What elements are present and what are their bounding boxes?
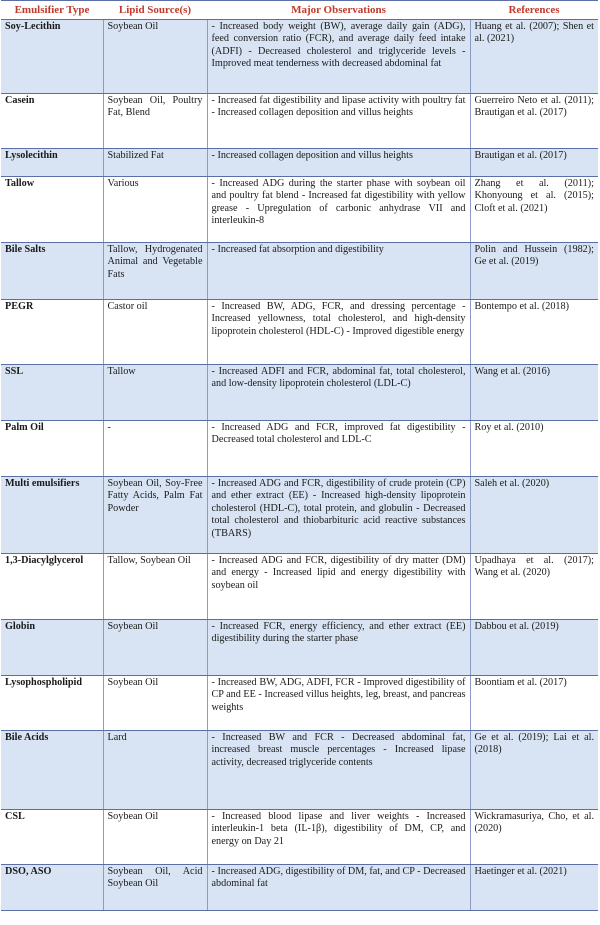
cell-references: Wickramasuriya, Cho, et al. (2020)	[470, 810, 598, 865]
cell-emulsifier-type: Casein	[1, 94, 103, 149]
cell-major-observations: - Increased FCR, energy efficiency, and ether extract (EE) digestibility during the starter phase	[207, 620, 470, 676]
cell-lipid-source: Various	[103, 177, 207, 243]
table-row	[1, 421, 598, 477]
header-emulsifier-type: Emulsifier Type	[1, 1, 103, 20]
cell-lipid-source: Castor oil	[103, 300, 207, 365]
cell-emulsifier-type: SSL	[1, 365, 103, 421]
cell-major-observations: - Increased BW, ADG, FCR, and dressing percentage - Increased yellowness, total cholesterol, and high-density lipoprotein cholesterol (HDL-C) - Improved digestible energy	[207, 300, 470, 365]
cell-major-observations: - Increased fat digestibility and lipase activity with poultry fat - Increased collagen deposition and villus heights	[207, 94, 470, 149]
cell-emulsifier-type: CSL	[1, 810, 103, 865]
cell-references: Upadhaya et al. (2017); Wang et al. (2020)	[470, 554, 598, 620]
table-row	[1, 149, 598, 177]
cell-major-observations: - Increased ADG and FCR, improved fat digestibility - Decreased total cholesterol and LDL-C	[207, 421, 470, 477]
cell-lipid-source: Tallow, Hydrogenated Animal and Vegetable Fats	[103, 243, 207, 300]
cell-lipid-source: -	[103, 421, 207, 477]
table-row	[1, 94, 598, 149]
cell-references: Haetinger et al. (2021)	[470, 865, 598, 911]
table-row	[1, 243, 598, 300]
cell-references: Wang et al. (2016)	[470, 365, 598, 421]
cell-major-observations: - Increased ADG and FCR, digestibility of dry matter (DM) and energy - Increased lipid and energy digestibility with soybean oil	[207, 554, 470, 620]
cell-major-observations: - Increased ADG and FCR, digestibility of crude protein (CP) and ether extract (EE) - Increased high-density lipoprotein cholesterol (HDL-C), total protein, and globulin - Decreased total cholesterol and thiobarbituric acid reactive substances (TBARS)	[207, 477, 470, 554]
cell-major-observations: - Increased fat absorption and digestibility	[207, 243, 470, 300]
cell-major-observations: - Increased ADG during the starter phase with soybean oil and poultry fat blend - Increased fat digestibility with yellow grease - Upregulation of carbonic anhydrase VII and interleukin-8	[207, 177, 470, 243]
cell-lipid-source: Soybean Oil	[103, 620, 207, 676]
cell-emulsifier-type: Bile Acids	[1, 731, 103, 810]
table-row	[1, 20, 598, 94]
cell-lipid-source: Soybean Oil	[103, 676, 207, 731]
cell-references: Huang et al. (2007); Shen et al. (2021)	[470, 20, 598, 94]
cell-references: Saleh et al. (2020)	[470, 477, 598, 554]
cell-emulsifier-type: Lysophospholipid	[1, 676, 103, 731]
cell-references: Boontiam et al. (2017)	[470, 676, 598, 731]
table-row	[1, 810, 598, 865]
cell-references: Dabbou et al. (2019)	[470, 620, 598, 676]
cell-emulsifier-type: DSO, ASO	[1, 865, 103, 911]
cell-major-observations: - Increased body weight (BW), average daily gain (ADG), feed conversion ratio (FCR), and average daily feed intake (ADFI) - Decreased cholesterol and triglyceride levels - Improved meat tenderness with decreased abdominal fat	[207, 20, 470, 94]
cell-lipid-source: Soybean Oil, Poultry Fat, Blend	[103, 94, 207, 149]
cell-major-observations: - Increased ADFI and FCR, abdominal fat, total cholesterol, and low-density lipoprotein cholesterol (LDL-C)	[207, 365, 470, 421]
table-row	[1, 676, 598, 731]
cell-emulsifier-type: Multi emulsifiers	[1, 477, 103, 554]
cell-emulsifier-type: Soy-Lecithin	[1, 20, 103, 94]
cell-emulsifier-type: Lysolecithin	[1, 149, 103, 177]
cell-references: Bontempo et al. (2018)	[470, 300, 598, 365]
cell-references: Ge et al. (2019); Lai et al. (2018)	[470, 731, 598, 810]
cell-references: Guerreiro Neto et al. (2011); Brautigan et al. (2017)	[470, 94, 598, 149]
cell-major-observations: - Increased blood lipase and liver weights - Increased interleukin-1 beta (IL-1β), digestibility of DM, CP, and energy on Day 21	[207, 810, 470, 865]
table-row	[1, 365, 598, 421]
cell-major-observations: - Increased collagen deposition and villus heights	[207, 149, 470, 177]
cell-emulsifier-type: Globin	[1, 620, 103, 676]
cell-references: Polin and Hussein (1982); Ge et al. (2019)	[470, 243, 598, 300]
cell-lipid-source: Stabilized Fat	[103, 149, 207, 177]
cell-lipid-source: Tallow, Soybean Oil	[103, 554, 207, 620]
emulsifier-table	[1, 0, 598, 911]
cell-references: Brautigan et al. (2017)	[470, 149, 598, 177]
table-row	[1, 477, 598, 554]
cell-lipid-source: Tallow	[103, 365, 207, 421]
table-body	[1, 20, 598, 911]
cell-emulsifier-type: PEGR	[1, 300, 103, 365]
table-row	[1, 177, 598, 243]
table-row	[1, 554, 598, 620]
table-row	[1, 865, 598, 911]
cell-emulsifier-type: Bile Salts	[1, 243, 103, 300]
cell-lipid-source: Soybean Oil, Soy-Free Fatty Acids, Palm Fat Powder	[103, 477, 207, 554]
cell-major-observations: - Increased BW, ADG, ADFI, FCR - Improved digestibility of CP and EE - Increased villus heights, leg, breast, and pancreas weights	[207, 676, 470, 731]
cell-major-observations: - Increased ADG, digestibility of DM, fat, and CP - Decreased abdominal fat	[207, 865, 470, 911]
table-header	[1, 1, 598, 20]
cell-lipid-source: Lard	[103, 731, 207, 810]
table-row	[1, 731, 598, 810]
cell-emulsifier-type: Tallow	[1, 177, 103, 243]
cell-emulsifier-type: Palm Oil	[1, 421, 103, 477]
header-references: References	[470, 1, 598, 20]
cell-major-observations: - Increased BW and FCR - Decreased abdominal fat, increased breast muscle percentages - Increased lipase activity, decreased triglyceride contents	[207, 731, 470, 810]
cell-lipid-source: Soybean Oil	[103, 20, 207, 94]
cell-lipid-source: Soybean Oil	[103, 810, 207, 865]
table-row	[1, 300, 598, 365]
header-major-observations: Major Observations	[207, 1, 470, 20]
cell-references: Roy et al. (2010)	[470, 421, 598, 477]
cell-emulsifier-type: 1,3-Diacylglycerol	[1, 554, 103, 620]
header-row	[1, 1, 598, 20]
cell-references: Zhang et al. (2011); Khonyoung et al. (2015); Cloft et al. (2021)	[470, 177, 598, 243]
header-lipid-source: Lipid Source(s)	[103, 1, 207, 20]
table-row	[1, 620, 598, 676]
cell-lipid-source: Soybean Oil, Acid Soybean Oil	[103, 865, 207, 911]
